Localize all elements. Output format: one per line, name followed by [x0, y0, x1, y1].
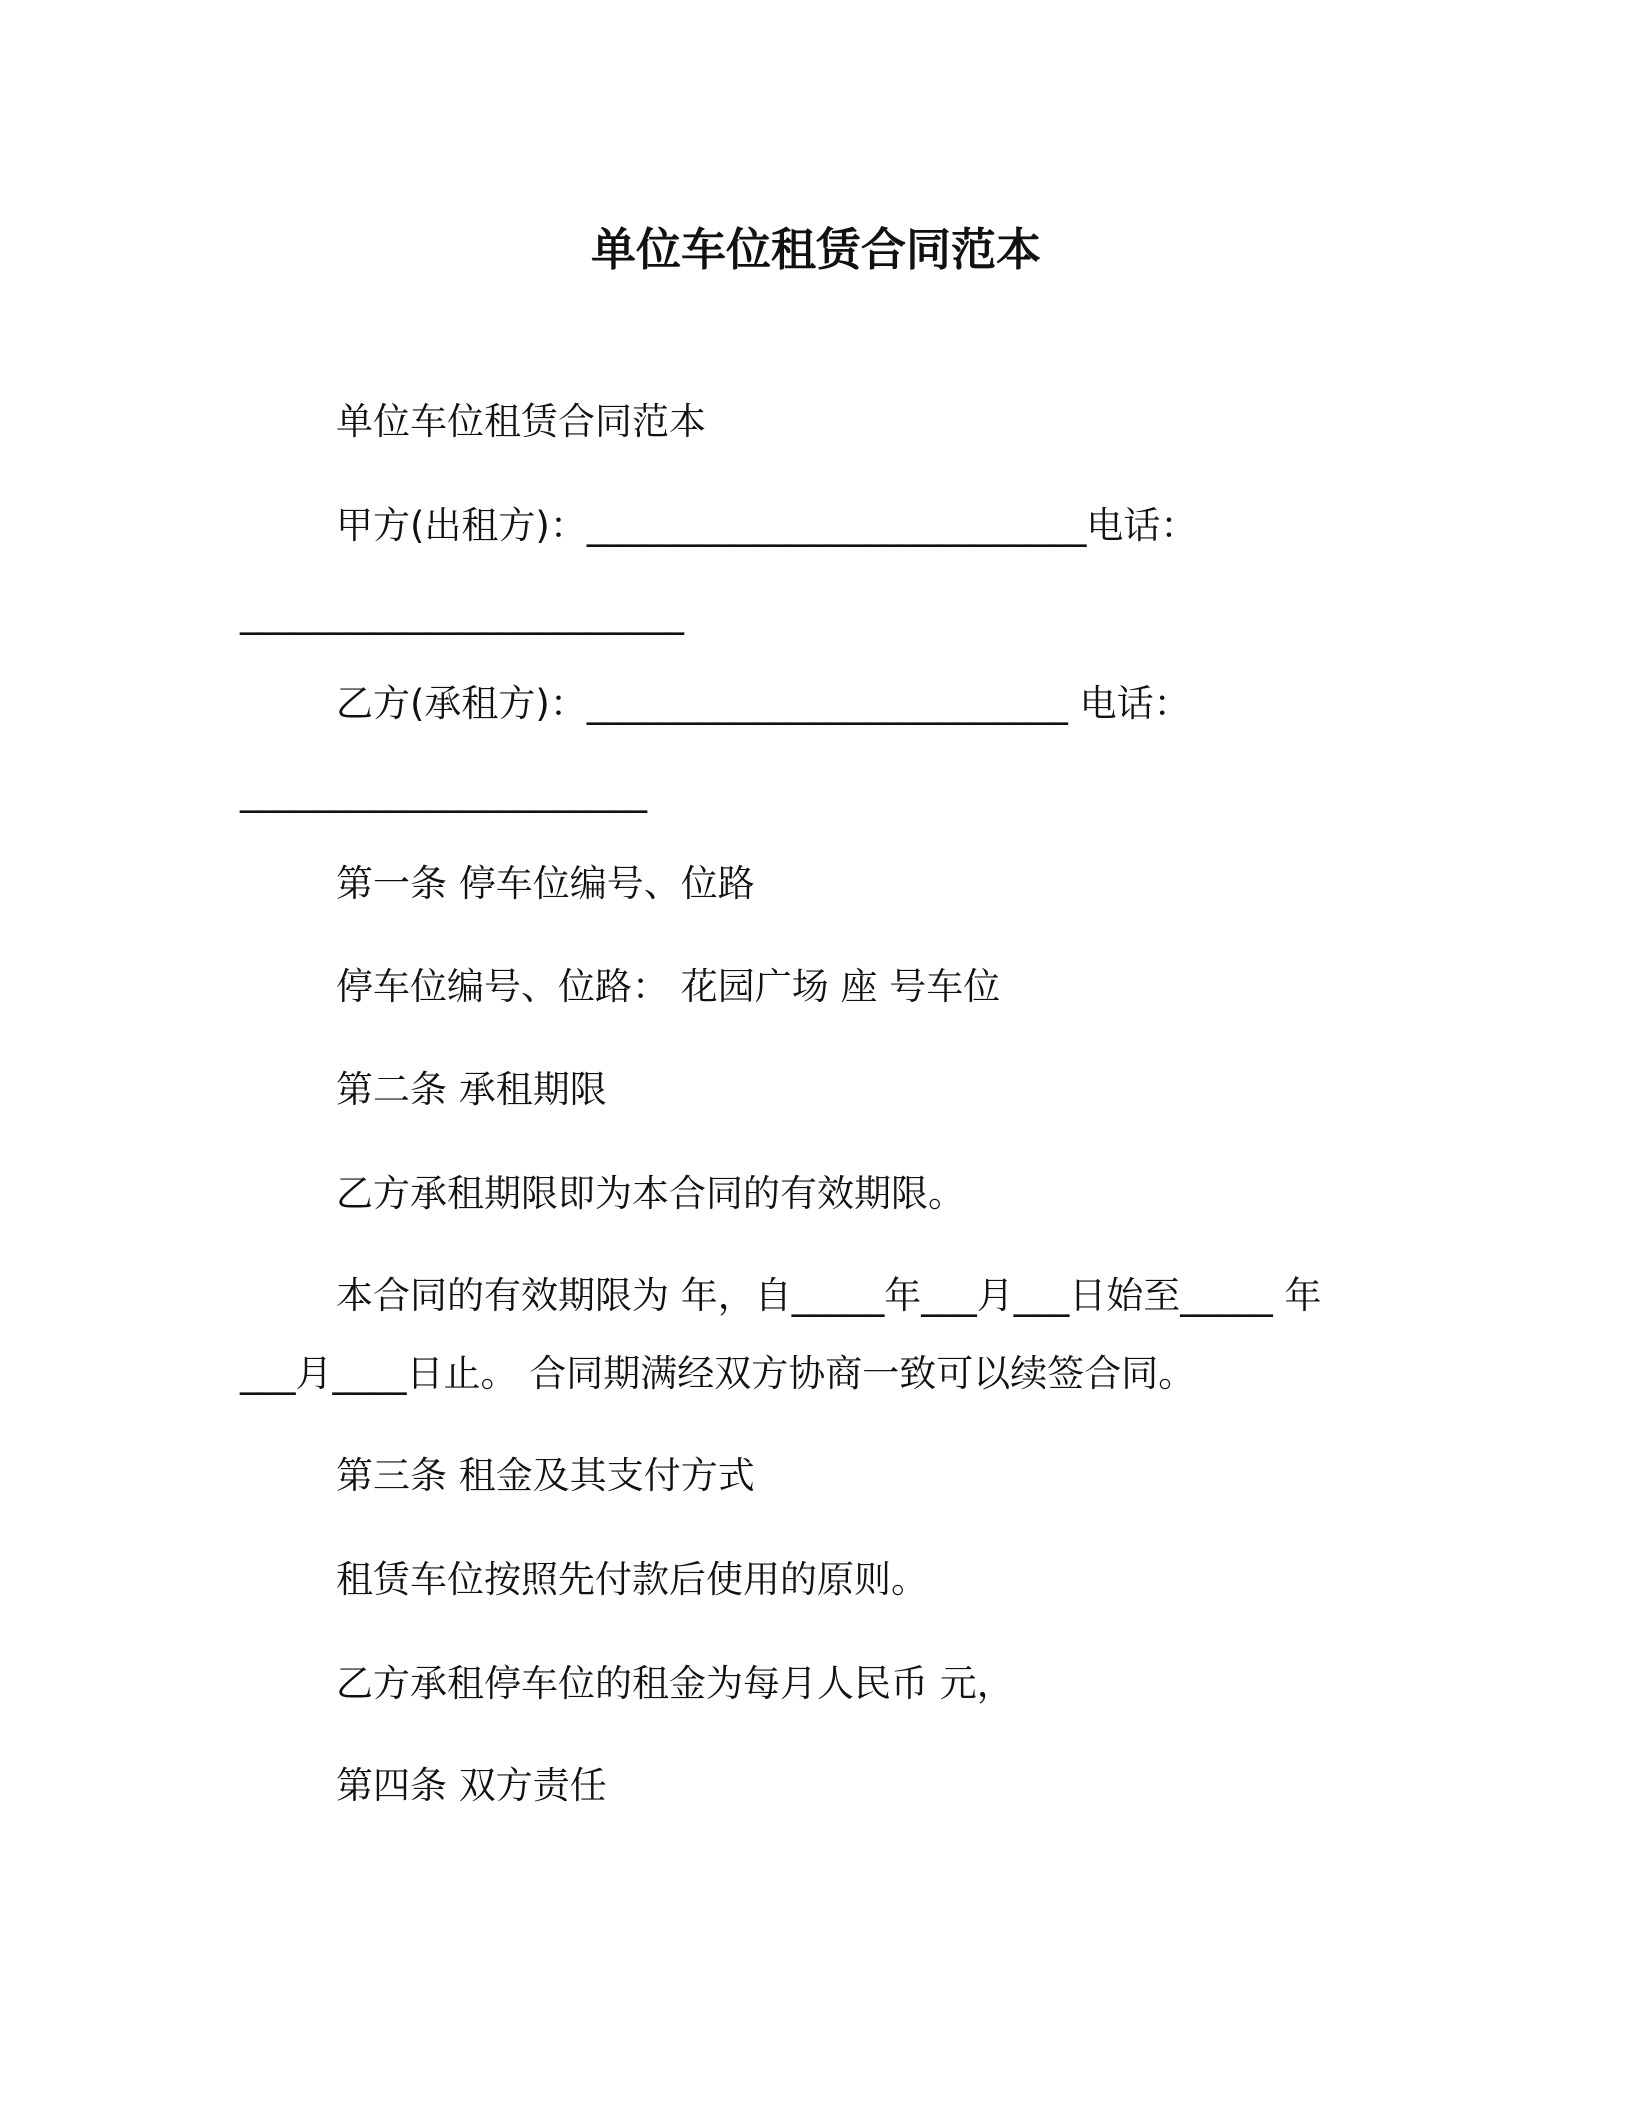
article-2-body-1: 乙方承租期限即为本合同的有效期限。 — [336, 1172, 965, 1215]
article-2-body-3: ___月____日止。 合同期满经双方协商一致可以续签合同。 — [240, 1352, 1196, 1395]
subtitle-line: 单位车位租赁合同范本 — [336, 400, 706, 443]
party-a-phone-blank: ________________________ — [240, 592, 684, 635]
article-4-heading: 第四条 双方责任 — [336, 1764, 607, 1807]
article-1-heading: 第一条 停车位编号、位路 — [336, 862, 755, 905]
article-3-body-2: 乙方承租停车位的租金为每月人民币 元， — [336, 1662, 1014, 1705]
article-2-body-2: 本合同的有效期限为 年，自_____年___月___日始至_____ 年 — [336, 1274, 1322, 1317]
article-1-body: 停车位编号、位路： 花园广场 座 号车位 — [336, 965, 1001, 1008]
article-2-heading: 第二条 承租期限 — [336, 1068, 607, 1111]
article-3-heading: 第三条 租金及其支付方式 — [336, 1454, 755, 1497]
party-b-phone-blank: ______________________ — [240, 770, 647, 813]
article-3-body-1: 租赁车位按照先付款后使用的原则。 — [336, 1558, 928, 1601]
party-b-line: 乙方(承租方)：__________________________ 电话： — [336, 682, 1191, 725]
document-title: 单位车位租赁合同范本 — [590, 223, 1041, 276]
party-a-line: 甲方(出租方)：___________________________电话： — [336, 504, 1198, 547]
